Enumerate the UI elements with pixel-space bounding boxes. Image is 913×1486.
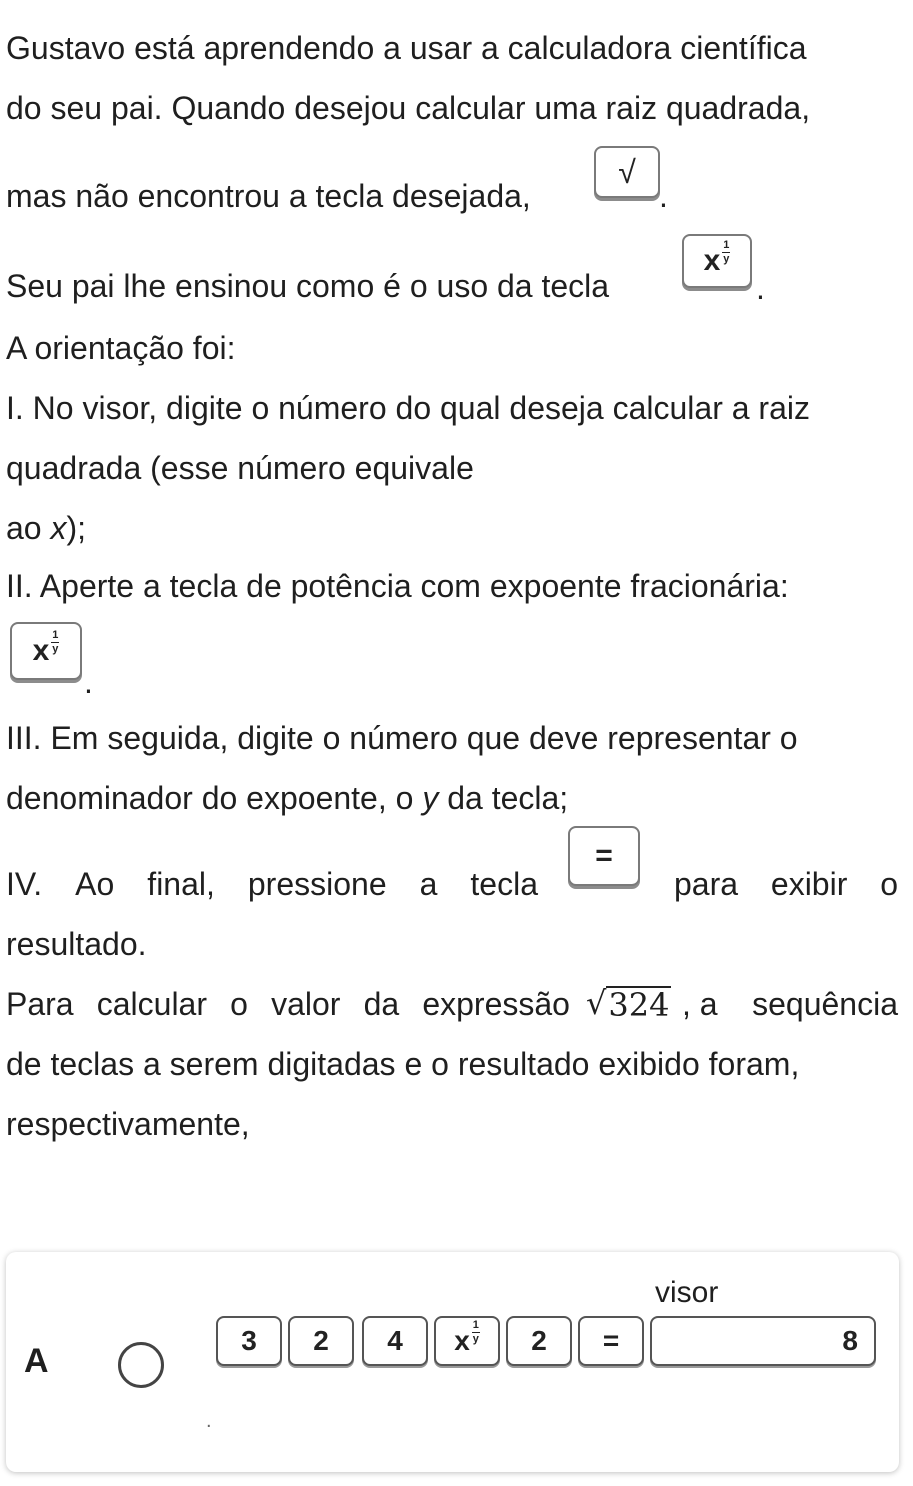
- sqrt-icon: √: [618, 153, 636, 190]
- line-16: respectivamente,: [6, 1106, 250, 1142]
- line-12-left: IV. Ao final, pressione a tecla: [6, 866, 538, 902]
- line-6: I. No visor, digite o número do qual deseja calcular a raiz: [6, 390, 810, 426]
- key-2: 2: [288, 1316, 354, 1366]
- variable-x: x: [50, 510, 67, 546]
- key-2: 2: [506, 1316, 572, 1366]
- period: .: [756, 270, 765, 306]
- x-power-icon: x $\frac{1}{y}$: [703, 239, 730, 277]
- line-14-right: , a sequência: [682, 986, 898, 1022]
- power-key: [682, 234, 752, 288]
- line-5: A orientação foi:: [6, 330, 236, 366]
- x-power-icon: x $\frac{1}{y}$: [32, 629, 59, 667]
- variable-y: y: [422, 780, 439, 816]
- line-9: II. Aperte a tecla de potência com expoente fracionária:: [6, 568, 789, 604]
- power-key: [10, 622, 82, 680]
- line-7: quadrada (esse número equivale: [6, 450, 474, 486]
- line-4: Seu pai lhe ensinou como é o uso da tecla: [6, 268, 610, 304]
- line-10: III. Em seguida, digite o número que deve representar o: [6, 720, 798, 756]
- visor-result: 8: [842, 1325, 858, 1356]
- option-letter: A: [24, 1342, 49, 1380]
- line-13: resultado.: [6, 926, 147, 962]
- line-2: do seu pai. Quando desejou calcular uma raiz quadrada,: [6, 90, 811, 126]
- line-1: Gustavo está aprendendo a usar a calculadora científica: [6, 30, 807, 66]
- line-11: denominador do expoente, o y da tecla;: [6, 780, 569, 816]
- line-8: ao x);: [6, 510, 87, 546]
- equals-key: =: [578, 1316, 644, 1366]
- sqrt-expression: √ 324: [586, 984, 670, 1024]
- period: .: [84, 664, 93, 700]
- line-3: mas não encontrou a tecla desejada,: [6, 178, 531, 214]
- sqrt-key: [594, 146, 660, 198]
- visor-display: [650, 1316, 876, 1366]
- equals-icon: =: [595, 839, 613, 872]
- period: .: [659, 178, 668, 214]
- key-3: 3: [216, 1316, 282, 1366]
- period: .: [206, 1410, 212, 1432]
- equals-key: [568, 826, 640, 886]
- power-key: [434, 1316, 500, 1366]
- x-power-icon: x $\frac{1}{y}$: [454, 1319, 479, 1356]
- line-14-left: Para calcular o valor da expressão: [6, 986, 570, 1022]
- line-15: de teclas a serem digitadas e o resultado exibido foram,: [6, 1046, 800, 1082]
- line-12-right: para exibir o: [674, 866, 898, 902]
- option-radio-button[interactable]: [118, 1342, 164, 1388]
- key-4: 4: [362, 1316, 428, 1366]
- visor-label: visor: [655, 1276, 719, 1309]
